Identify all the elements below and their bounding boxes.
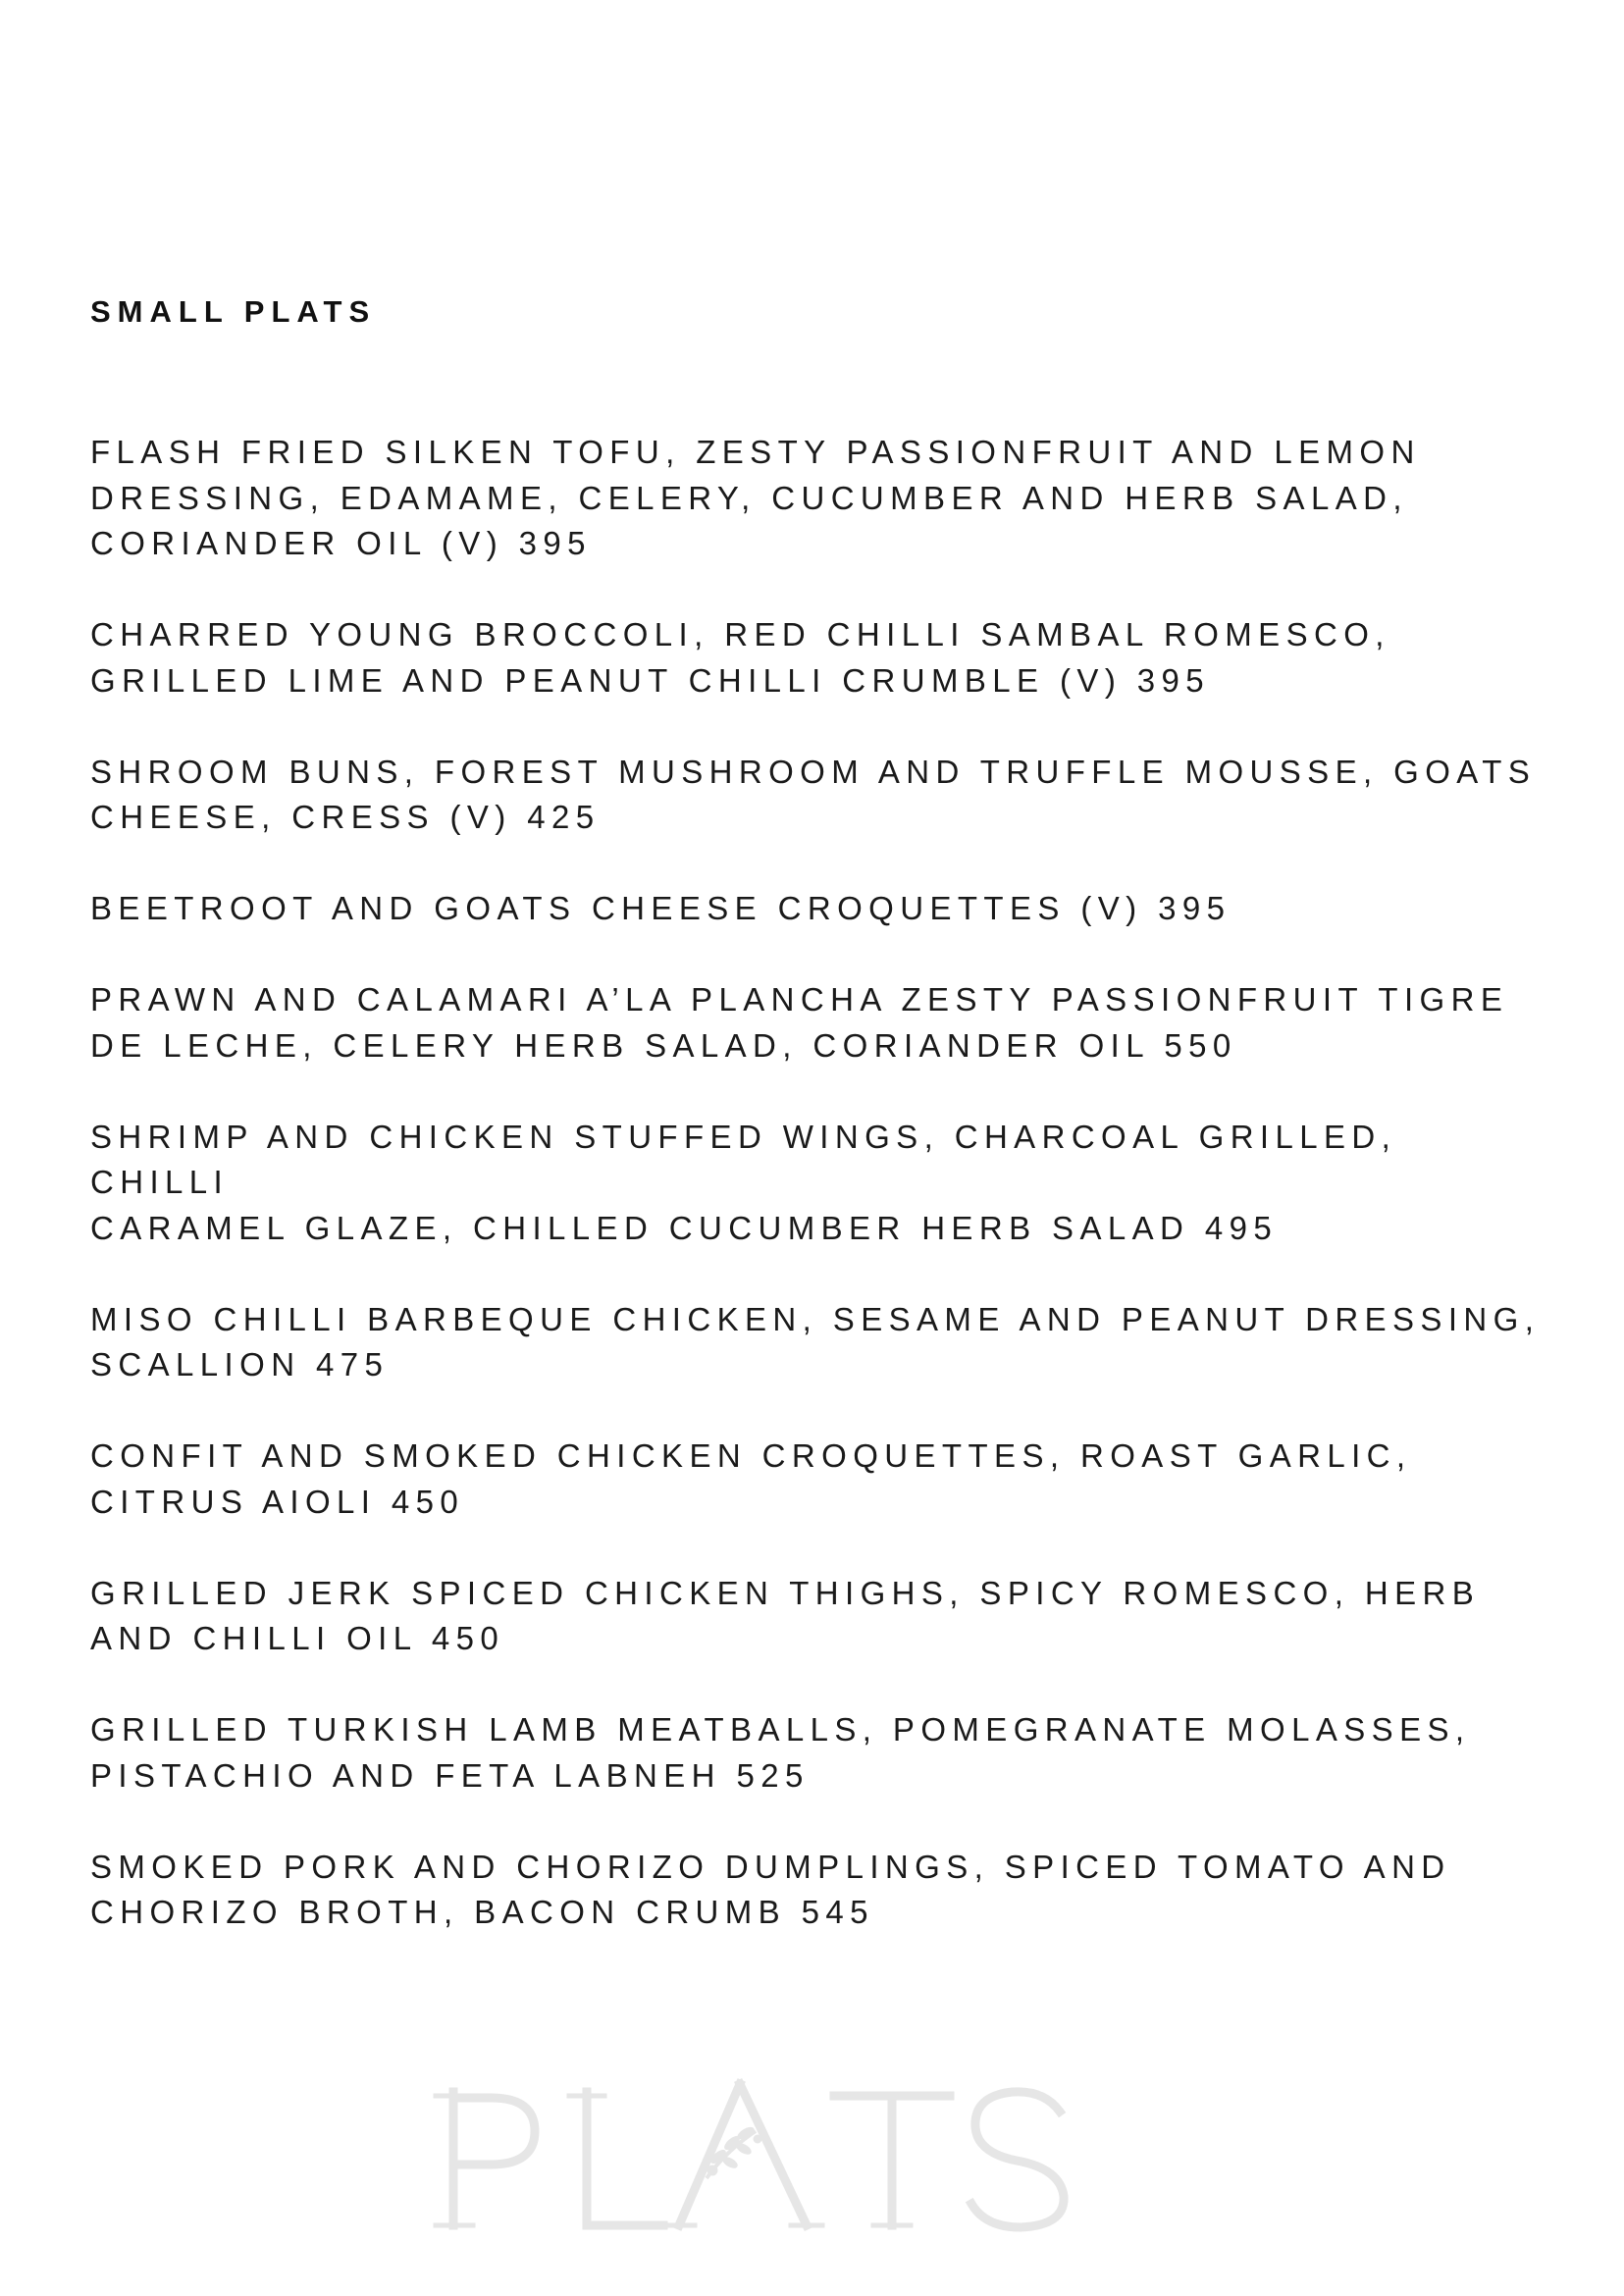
menu-item: SHRIMP AND CHICKEN STUFFED WINGS, CHARCOAL GRILLED, CHILLI CARAMEL GLAZE, CHILLED CUCUMBER HERB SALAD 495 [90, 1118, 1397, 1246]
logo-letter-s [971, 2092, 1064, 2227]
menu-item: GRILLED TURKISH LAMB MEATBALLS, POMEGRANATE MOLASSES, PISTACHIO AND FETA LABNEH 525 [90, 1711, 1471, 1794]
logo-letter-t [834, 2096, 950, 2225]
menu-item: BEETROOT AND GOATS CHEESE CROQUETTES (V) 395 [90, 890, 1231, 926]
menu-item: CHARRED YOUNG BROCCOLI, RED CHILLI SAMBAL ROMESCO, GRILLED LIME AND PEANUT CHILLI CRUMBLE (V) 395 [90, 616, 1390, 699]
logo-letter-l [569, 2092, 663, 2225]
menu-item: FLASH FRIED SILKEN TOFU, ZESTY PASSIONFRUIT AND LEMON DRESSING, EDAMAME, CELERY, CUCUMBER AND HERB SALAD, CORIANDER OIL (V) 395 [90, 434, 1421, 561]
logo-letters [436, 2084, 1064, 2227]
menu-item: CONFIT AND SMOKED CHICKEN CROQUETTES, ROAST GARLIC, CITRUS AIOLI 450 [90, 1437, 1412, 1520]
plats-logo-svg [0, 2041, 1624, 2257]
menu-item: SMOKED PORK AND CHORIZO DUMPLINGS, SPICED TOMATO AND CHORIZO BROTH, BACON CRUMB 545 [90, 1848, 1451, 1930]
logo-letter-p [436, 2092, 535, 2225]
menu-list [90, 430, 1543, 1981]
menu-item: MISO CHILLI BARBEQUE CHICKEN, SESAME AND PEANUT DRESSING, SCALLION 475 [90, 1300, 1541, 1383]
menu-item: PRAWN AND CALAMARI A’LA PLANCHA ZESTY PASSIONFRUIT TIGRE DE LECHE, CELERY HERB SALAD, CORIANDER OIL 550 [90, 981, 1509, 1064]
plats-watermark-logo [0, 2041, 1624, 2257]
section-title: SMALL PLATS [90, 294, 377, 329]
logo-letter-a [663, 2084, 822, 2225]
menu-item: GRILLED JERK SPICED CHICKEN THIGHS, SPICY ROMESCO, HERB AND CHILLI OIL 450 [90, 1574, 1481, 1656]
menu-item: SHROOM BUNS, FOREST MUSHROOM AND TRUFFLE MOUSSE, GOATS CHEESE, CRESS (V) 425 [90, 753, 1537, 835]
